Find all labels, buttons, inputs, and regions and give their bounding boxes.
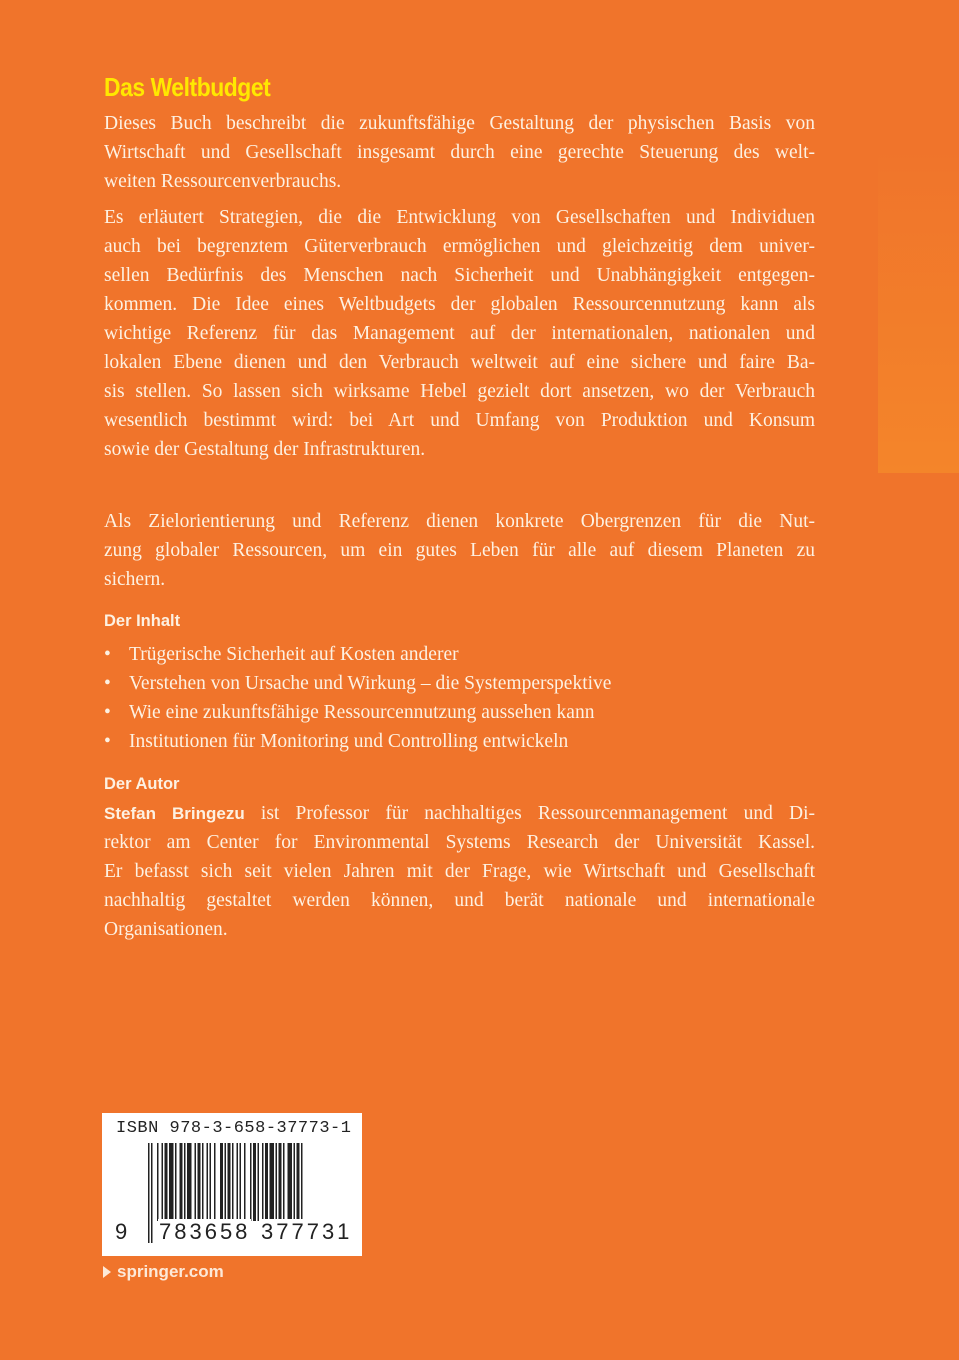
barcode-bar	[175, 1143, 177, 1221]
isbn-text: ISBN 978-3-658-37773-1	[116, 1119, 352, 1138]
barcode-bar	[244, 1143, 246, 1221]
bullet-icon: •	[104, 702, 111, 723]
list-item	[104, 669, 611, 698]
barcode-bar	[187, 1143, 192, 1221]
barcode-bar	[184, 1143, 186, 1221]
barcode-bar	[165, 1143, 168, 1221]
list-item	[104, 640, 611, 669]
bullet-icon: •	[104, 644, 111, 665]
barcode-bar	[297, 1143, 300, 1221]
barcode-bar	[240, 1143, 242, 1221]
text-line: sis stellen. So lassen sich wirksame Hebel gezielt dort ansetzen, wo der Verbrauch	[104, 381, 815, 402]
barcode-bar	[262, 1143, 264, 1221]
text-line: sellen Bedürfnis des Menschen nach Sicherheit und Unabhängigkeit entgegen-	[104, 265, 815, 286]
list-item	[104, 727, 611, 756]
description-paragraph-1	[104, 109, 815, 196]
description-paragraph-2	[104, 203, 815, 464]
text-line: rektor am Center for Environmental Systems Research der Universität Kassel.	[104, 832, 815, 853]
isbn-barcode	[102, 1113, 362, 1256]
text-span: ist Professor für nachhaltiges Ressourcenmanagement und Di-	[244, 803, 816, 824]
text-line: Organisationen.	[104, 919, 228, 940]
barcode-bar	[232, 1143, 234, 1221]
barcode-bar	[279, 1143, 282, 1221]
text-line: sowie der Gestaltung der Infrastrukturen.	[104, 439, 426, 460]
barcode-bar	[157, 1143, 159, 1221]
barcode-bar	[180, 1143, 183, 1221]
barcode-bar	[288, 1143, 293, 1221]
list-item	[104, 698, 611, 727]
barcode-bar	[162, 1143, 164, 1221]
barcode-bar	[169, 1143, 174, 1221]
text-line: Es erläutert Strategien, die die Entwicklung von Gesellschaften und Individuen	[104, 207, 815, 228]
text-line: nachhaltig gestaltet werden können, und berät nationale und internationale	[104, 890, 815, 911]
barcode-bar	[253, 1143, 256, 1221]
ean-first-digit: 9	[115, 1219, 131, 1244]
barcode-bar	[237, 1143, 239, 1221]
list-item-text: Trügerische Sicherheit auf Kosten anderer	[129, 644, 459, 665]
text-line: wichtige Referenz für das Management auf der internationalen, nationalen und	[104, 323, 815, 344]
text-line: lokalen Ebene dienen und den Verbrauch weltweit auf eine sichere und faire Ba-	[104, 352, 815, 373]
list-item-text: Verstehen von Ursache und Wirkung – die Systemperspektive	[129, 673, 612, 694]
text-line: Dieses Buch beschreibt die zukunftsfähige Gestaltung der physischen Basis von	[104, 113, 815, 134]
barcode-bar	[258, 1143, 260, 1221]
text-line: wesentlich bestimmt wird: bei Art und Umfang von Produktion und Konsum	[104, 410, 815, 431]
author-bio	[104, 799, 815, 944]
ean-right-digits: 377731	[261, 1219, 353, 1244]
springer-link-text: springer.com	[117, 1262, 224, 1281]
contents-heading: Der Inhalt	[104, 612, 181, 630]
text-line: Wirtschaft und Gesellschaft insgesamt durch eine gerechte Steuerung des welt-	[104, 142, 815, 163]
bullet-icon: •	[104, 731, 111, 752]
barcode-bar	[225, 1143, 227, 1221]
barcode-bar	[198, 1143, 201, 1221]
barcode-bar	[228, 1143, 231, 1221]
barcode-bar	[148, 1143, 150, 1243]
play-arrow-icon	[103, 1266, 111, 1278]
decorative-strip	[878, 145, 959, 473]
list-item-text: Institutionen für Monitoring und Controlling entwickeln	[129, 731, 569, 752]
springer-link[interactable]	[103, 1262, 224, 1282]
list-item-text: Wie eine zukunftsfähige Ressourcennutzung aussehen kann	[129, 702, 595, 723]
barcode-bar	[265, 1143, 268, 1221]
description-paragraph-3	[104, 507, 815, 594]
text-line: kommen. Die Idee eines Weltbudgets der globalen Ressourcennutzung kann als	[104, 294, 815, 315]
barcode-bar	[283, 1143, 285, 1221]
barcode-bar	[207, 1143, 209, 1221]
text-line: Er befasst sich seit vielen Jahren mit der Frage, wie Wirtschaft und Gesellschaft	[104, 861, 815, 882]
text-line: zung globaler Ressourcen, um ein gutes Leben für alle auf diesem Planeten zu	[104, 540, 815, 561]
contents-list	[104, 640, 611, 756]
text-line	[104, 799, 815, 828]
ean-left-digits: 783658	[159, 1219, 251, 1244]
text-line: sichern.	[104, 569, 166, 590]
bullet-icon: •	[104, 673, 111, 694]
barcode-bar	[151, 1143, 153, 1243]
barcode-bar	[195, 1143, 197, 1221]
barcode-bar	[250, 1143, 252, 1221]
text-line: auch bei begrenztem Güterverbrauch ermöglichen und gleichzeitig dem univer-	[104, 236, 815, 257]
barcode-bar	[294, 1143, 296, 1221]
barcode-bar	[301, 1143, 303, 1221]
text-line: weiten Ressourcenverbrauchs.	[104, 171, 342, 192]
book-title: Das Weltbudget	[104, 72, 271, 102]
author-name: Stefan Bringezu	[104, 804, 245, 823]
text-line: Als Zielorientierung und Referenz dienen konkrete Obergrenzen für die Nut-	[104, 511, 815, 532]
author-heading: Der Autor	[104, 775, 180, 793]
barcode-bar	[202, 1143, 204, 1221]
